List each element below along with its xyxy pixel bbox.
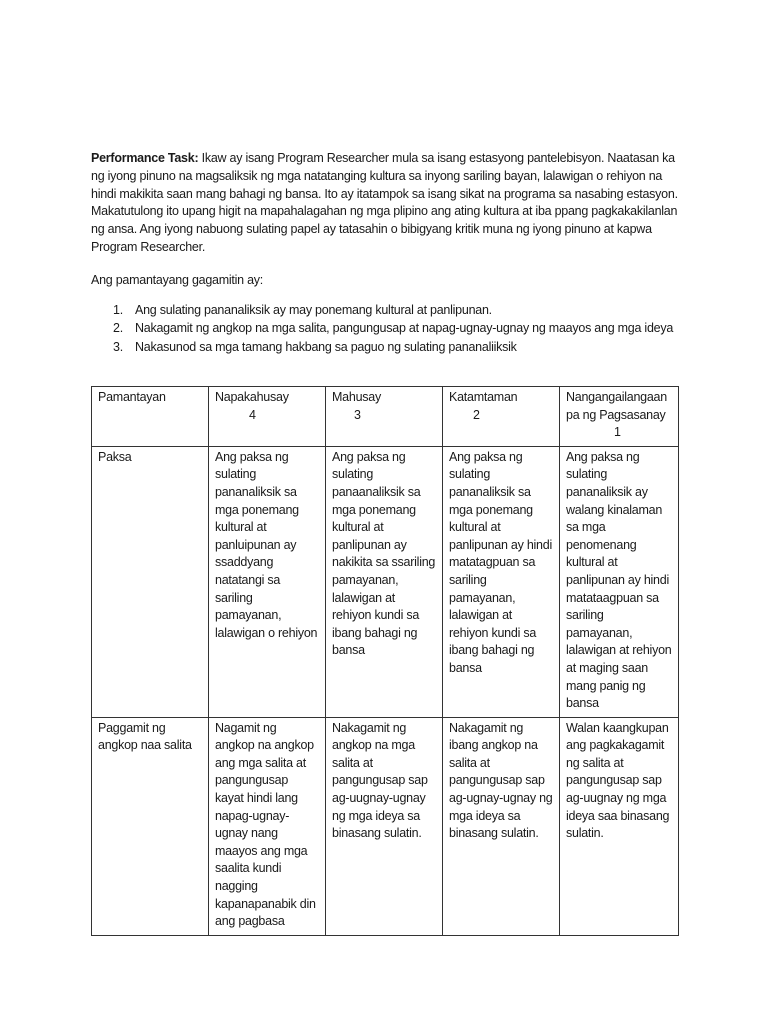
header-cell-mahusay [326, 387, 443, 447]
criteria-item-number: 2. [113, 321, 123, 336]
criteria-item [91, 339, 681, 357]
header-score: 4 [249, 407, 256, 422]
criteria-item-text: Ang sulating pananaliksik ay may ponemang kultural at panlipunan. [135, 302, 492, 317]
rubric-row-paggamit [92, 717, 679, 935]
rubric-header-row [92, 387, 679, 447]
header-cell-katamtaman [443, 387, 560, 447]
header-score: 3 [354, 407, 361, 422]
criterion-cell: Paksa [92, 446, 209, 717]
performance-task-paragraph [91, 150, 681, 257]
rubric-cell: Nakagamit ng angkop na mga salita at pangungusap sap ag-uugnay-ugnay ng mga ideya sa binasang sulatin. [326, 717, 443, 935]
criteria-heading: Ang pamantayang gagamitin ay: [91, 272, 264, 287]
rubric-cell: Nagamit ng angkop na angkop ang mga salita at pangungusap kayat hindi lang napag-ugnay-ugnay nang maayos ang mga saalita kundi nagging kapanapanabik din ang pagbasa [209, 717, 326, 935]
rubric-cell: Ang paksa ng sulating panaanaliksik sa mga ponemang kultural at panlipunan ay nakikita sa ssariling pamayanan, lalawigan at rehiyon kundi sa ibang bahagi ng bansa [326, 446, 443, 717]
rubric-row-paksa [92, 446, 679, 717]
header-cell-pamantayan [92, 387, 209, 447]
rubric-table [91, 386, 679, 936]
rubric-cell: Ang paksa ng sulating pananaliksik sa mga ponemang kultural at panlipunan ay hindi matatagpuan sa sariling pamayanan, lalawigan at rehiyon kundi sa ibang bahagi ng bansa [443, 446, 560, 717]
rubric-cell: Ang paksa ng sulating pananaliksik ay walang kinalaman sa mga penomenang kultural at panlipunan ay hindi matataagpuan sa sariling pamayanan, lalawigan at rehiyon at maging saan mang panig ng bansa [560, 446, 679, 717]
rubric-cell: Walan kaangkupan ang pagkakagamit ng salita at pangungusap sap ag-uugnay ng mga ideya saa binasang sulatin. [560, 717, 679, 935]
criterion-cell: Paggamit ng angkop naa salita [92, 717, 209, 935]
performance-task-label: Performance Task: [91, 151, 199, 165]
header-label: Nangangailangaan pa ng Pagsasanay [566, 390, 667, 422]
criteria-item-text: Nakasunod sa mga tamang hakbang sa paguo ng sulating pananaliiksik [135, 340, 517, 355]
document-body [91, 150, 681, 358]
criteria-item [91, 320, 681, 338]
header-score: 2 [473, 407, 480, 422]
criteria-item-text: Nakagamit ng angkop na mga salita, pangungusap at napag-ugnay-ugnay ng maayos ang mga ideya [135, 321, 674, 336]
header-label: Mahusay [332, 390, 381, 404]
criteria-item [91, 302, 681, 320]
rubric-cell: Nakagamit ng ibang angkop na salita at pangungusap sap ag-ugnay-ugnay ng mga ideya sa binasang sulatin. [443, 717, 560, 935]
performance-task-text: Ikaw ay isang Program Researcher mula sa isang estasyong pantelebisyon. Naatasan ka ng iyong pinuno na magsaliksik ng mga natatanging kultura sa inyong sariling bayan, lalawigan o rehiyon na hindi makikita saan mang bahagi ng bansa. Ito ay itatampok sa isang sikat na programa sa nasabing estasyon. Makatutulong ito upang higit na mapahalagahan ng mga plipino ang ating kultura at iba ppang pagkakakilanlan ng ansa. Ang iyong nabuong sulating papel ay tatasahin o bibigyang kritik muna ng iyong pinuno at kapwa Program Researcher. [91, 151, 678, 254]
header-score: 1 [614, 425, 621, 440]
header-cell-nangangailangan [560, 387, 679, 447]
criteria-item-number: 3. [113, 340, 123, 355]
criteria-item-number: 1. [113, 302, 123, 317]
header-label: Pamantayan [98, 390, 166, 404]
header-label: Napakahusay [215, 390, 289, 404]
criteria-list [91, 302, 681, 357]
header-cell-napakahusay [209, 387, 326, 447]
rubric-cell: Ang paksa ng sulating pananaliksik sa mga ponemang kultural at panluipunan ay ssaddyang natatangi sa sariling pamayanan, lalawigan o rehiyon [209, 446, 326, 717]
header-label: Katamtaman [449, 390, 518, 404]
